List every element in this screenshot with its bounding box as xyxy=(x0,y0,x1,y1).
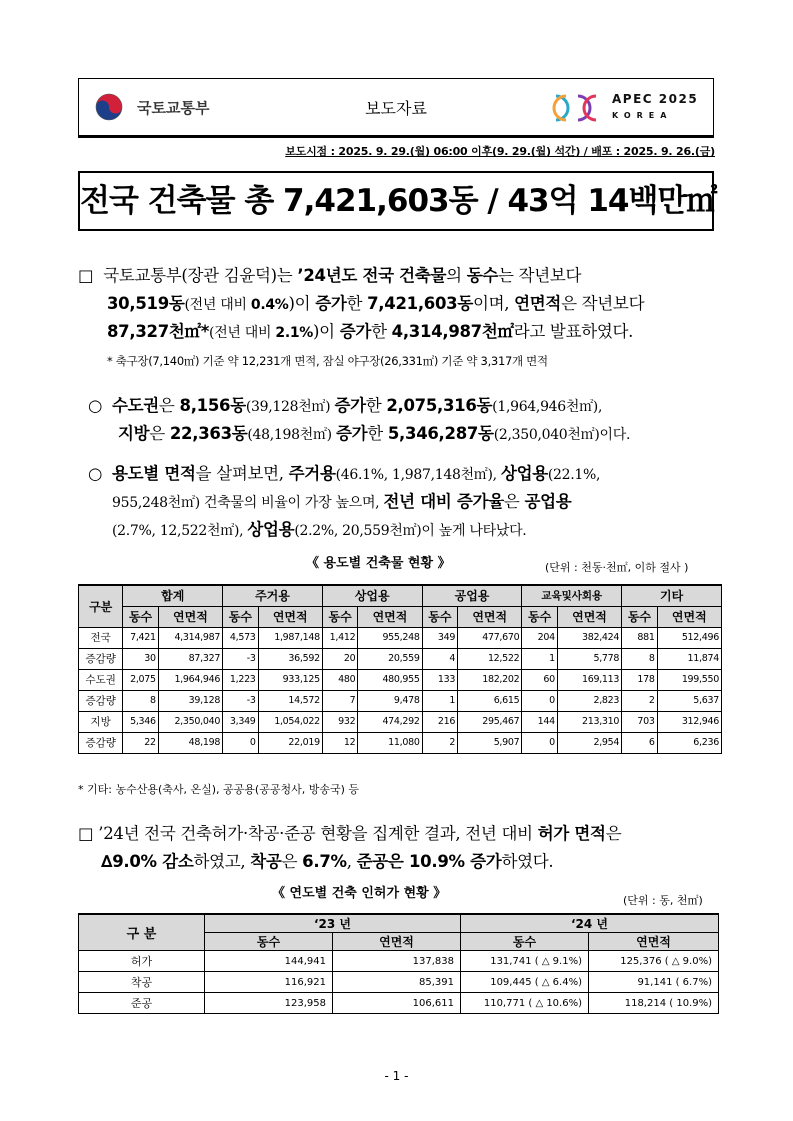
headline-box xyxy=(78,171,717,231)
table-cell: 4,573 xyxy=(223,627,258,648)
table-cell: 85,391 xyxy=(333,972,461,993)
lead-line-1: □ 국토교통부(장관 김윤덕)는 ’24년도 전국 건축물의 동수는 작년보다 xyxy=(78,266,582,285)
table-cell: 36,592 xyxy=(258,648,322,669)
table-cell: 4 xyxy=(422,648,457,669)
table-cell: 169,113 xyxy=(557,669,621,690)
point1-line-2: 지방은 22,363동(48,198천㎡) 증가한 5,346,287동(2,350,040천㎡)이다. xyxy=(118,424,631,443)
table1-subheader: 연면적 xyxy=(358,606,422,627)
row-label: 허가 xyxy=(79,951,205,972)
table-row xyxy=(79,669,722,690)
table2-subheader: 연면적 xyxy=(589,933,719,951)
table1-subheader: 동수 xyxy=(622,606,657,627)
row-label: 증감량 xyxy=(79,690,123,711)
point2-line-3: (2.7%, 12,522천㎡), 상업용(2.2%, 20,559천㎡)이 높게 나타났다. xyxy=(112,520,527,539)
permit-table xyxy=(78,913,719,1014)
table1-unit: (단위 : 천동·천㎡, 이하 절사 ) xyxy=(545,561,689,574)
table-cell: 144 xyxy=(522,711,557,732)
table-cell: 20,559 xyxy=(358,648,422,669)
table2-unit: (단위 : 동, 천㎡) xyxy=(623,894,703,907)
table-cell: 2,954 xyxy=(557,732,621,753)
table-cell: 199,550 xyxy=(657,669,721,690)
row-label: 착공 xyxy=(79,972,205,993)
table-cell: 5,778 xyxy=(557,648,621,669)
table1-group-header: 상업용 xyxy=(322,585,422,606)
table-cell: 2 xyxy=(422,732,457,753)
table-cell: 881 xyxy=(622,627,657,648)
table2-year-header: ‘23 년 xyxy=(205,914,461,933)
page-number: - 1 - xyxy=(384,1069,409,1083)
row-label: 수도권 xyxy=(79,669,123,690)
table-cell: 204 xyxy=(522,627,557,648)
table-cell: 5,907 xyxy=(458,732,522,753)
table-cell: 1,054,022 xyxy=(258,711,322,732)
table-cell: 932 xyxy=(322,711,357,732)
table-cell: -3 xyxy=(223,648,258,669)
table-cell: 60 xyxy=(522,669,557,690)
row-label: 지방 xyxy=(79,711,123,732)
table-row xyxy=(79,648,722,669)
table-cell: 116,921 xyxy=(205,972,333,993)
embargo-line: 보도시점 : 2025. 9. 29.(월) 06:00 이후(9. 29.(월) 석간) / 배포 : 2025. 9. 26.(금) xyxy=(285,145,715,158)
bullet-circle: ○ xyxy=(88,396,103,415)
ministry-name: 국토교통부 xyxy=(137,99,210,117)
table-cell: 2,823 xyxy=(557,690,621,711)
table-cell: 0 xyxy=(522,732,557,753)
table-cell: 512,496 xyxy=(657,627,721,648)
lead2-line-2: ∆9.0% 감소하였고, 착공은 6.7%, 준공은 10.9% 증가하였다. xyxy=(101,852,554,871)
table-cell: 480 xyxy=(322,669,357,690)
table-cell: 2 xyxy=(622,690,657,711)
apec-logo-subtext: KOREA xyxy=(612,111,673,120)
table-cell: 1,964,946 xyxy=(158,669,222,690)
table-cell: 22,019 xyxy=(258,732,322,753)
table-cell: 1 xyxy=(522,648,557,669)
table-cell: 123,958 xyxy=(205,993,333,1014)
table-cell: 144,941 xyxy=(205,951,333,972)
table-cell: 477,670 xyxy=(458,627,522,648)
table1-subheader: 연면적 xyxy=(458,606,522,627)
table-cell: 2,075 xyxy=(123,669,158,690)
table-cell: 12 xyxy=(322,732,357,753)
table-cell: 20 xyxy=(322,648,357,669)
table-cell: 8 xyxy=(622,648,657,669)
table-cell: 8 xyxy=(123,690,158,711)
point2-line-1: ○ 용도별 면적을 살펴보면, 주거용(46.1%, 1,987,148천㎡), 상업용(22.1%, xyxy=(88,464,601,483)
press-header xyxy=(78,78,714,138)
table1-subheader: 동수 xyxy=(223,606,258,627)
lead-line-2: 30,519동(전년 대비 0.4%)이 증가한 7,421,603동이며, 연면적은 작년보다 xyxy=(107,294,645,313)
table1-group-header: 공업용 xyxy=(422,585,522,606)
table-cell: 295,467 xyxy=(458,711,522,732)
bullet-square: □ xyxy=(78,824,94,843)
row-label: 증감량 xyxy=(79,732,123,753)
table-row xyxy=(79,732,722,753)
table-cell: 39,128 xyxy=(158,690,222,711)
table1-footnote: * 기타: 농수산용(축사, 온실), 공공용(공공청사, 방송국) 등 xyxy=(78,783,359,796)
table-row xyxy=(79,993,719,1014)
table-row xyxy=(79,690,722,711)
table-cell: 933,125 xyxy=(258,669,322,690)
table-cell: 312,946 xyxy=(657,711,721,732)
table-cell: 1,412 xyxy=(322,627,357,648)
table2-year-header: ‘24 년 xyxy=(461,914,719,933)
lead-line-3: 87,327천㎡*(전년 대비 2.1%)이 증가한 4,314,987천㎡라고 발표하였다. xyxy=(107,322,634,341)
doc-type-label: 보도자료 xyxy=(365,99,427,118)
table-row xyxy=(79,951,719,972)
table1-subheader: 동수 xyxy=(322,606,357,627)
table-cell: 1 xyxy=(422,690,457,711)
table-cell: 91,141 ( 6.7%) xyxy=(589,972,719,993)
table-cell: 955,248 xyxy=(358,627,422,648)
table-cell: 7 xyxy=(322,690,357,711)
table-cell: 14,572 xyxy=(258,690,322,711)
row-label: 전국 xyxy=(79,627,123,648)
table-cell: 5,346 xyxy=(123,711,158,732)
table-cell: 11,080 xyxy=(358,732,422,753)
table-cell: 48,198 xyxy=(158,732,222,753)
table-cell: -3 xyxy=(223,690,258,711)
apec-logo-icon xyxy=(552,91,604,125)
table-cell: 110,771 ( △ 10.6%) xyxy=(461,993,589,1014)
table-cell: 131,741 ( △ 9.1%) xyxy=(461,951,589,972)
table-cell: 1,223 xyxy=(223,669,258,690)
row-label: 증감량 xyxy=(79,648,123,669)
lead-note: * 축구장(7,140㎡) 기준 약 12,231개 면적, 잠실 야구장(26,331㎡) 기준 약 3,317개 면적 xyxy=(107,354,548,368)
usage-table xyxy=(78,584,722,754)
table-cell: 137,838 xyxy=(333,951,461,972)
table1-subheader: 동수 xyxy=(123,606,158,627)
point2-line-2: 955,248천㎡) 건축물의 비율이 가장 높으며, 전년 대비 증가율은 공업용 xyxy=(112,492,572,511)
table-cell: 118,214 ( 10.9%) xyxy=(589,993,719,1014)
table-cell: 6,615 xyxy=(458,690,522,711)
table-cell: 3,349 xyxy=(223,711,258,732)
table1-group-header: 기타 xyxy=(622,585,722,606)
table-cell: 87,327 xyxy=(158,648,222,669)
bullet-square: □ xyxy=(78,266,94,285)
table-cell: 133 xyxy=(422,669,457,690)
table-cell: 1,987,148 xyxy=(258,627,322,648)
table-cell: 178 xyxy=(622,669,657,690)
table-cell: 106,611 xyxy=(333,993,461,1014)
apec-logo-text: APEC 2025 xyxy=(612,92,699,106)
table-cell: 182,202 xyxy=(458,669,522,690)
table-cell: 0 xyxy=(522,690,557,711)
row-label: 준공 xyxy=(79,993,205,1014)
table-cell: 12,522 xyxy=(458,648,522,669)
lead2-line-1: □ ’24년 전국 건축허가·착공·준공 현황을 집계한 결과, 전년 대비 허가 면적은 xyxy=(78,824,622,843)
table-cell: 109,445 ( △ 6.4%) xyxy=(461,972,589,993)
table-cell: 474,292 xyxy=(358,711,422,732)
table-cell: 2,350,040 xyxy=(158,711,222,732)
table-cell: 349 xyxy=(422,627,457,648)
table-cell: 5,637 xyxy=(657,690,721,711)
table1-subheader: 연면적 xyxy=(158,606,222,627)
table-cell: 22 xyxy=(123,732,158,753)
table-cell: 4,314,987 xyxy=(158,627,222,648)
table1-group-header: 교육및사회용 xyxy=(522,585,622,606)
table1-subheader: 연면적 xyxy=(258,606,322,627)
table-cell: 9,478 xyxy=(358,690,422,711)
table-cell: 7,421 xyxy=(123,627,158,648)
table-row xyxy=(79,711,722,732)
table2-corner: 구 분 xyxy=(79,914,205,951)
table-cell: 480,955 xyxy=(358,669,422,690)
table2-subheader: 동수 xyxy=(205,933,333,951)
table-cell: 0 xyxy=(223,732,258,753)
bullet-circle: ○ xyxy=(88,464,103,483)
table-cell: 216 xyxy=(422,711,457,732)
table1-group-header: 주거용 xyxy=(223,585,323,606)
table2-subheader: 연면적 xyxy=(333,933,461,951)
table-cell: 6 xyxy=(622,732,657,753)
table1-corner: 구분 xyxy=(79,585,123,627)
table1-subheader: 동수 xyxy=(522,606,557,627)
table1-group-header: 합계 xyxy=(123,585,223,606)
point1-line-1: ○ 수도권은 8,156동(39,128천㎡) 증가한 2,075,316동(1,964,946천㎡), xyxy=(88,396,603,415)
table-cell: 6,236 xyxy=(657,732,721,753)
headline: 전국 건축물 총 7,421,603동 / 43억 14백만㎡ xyxy=(80,183,717,219)
table-row xyxy=(79,972,719,993)
table2-subheader: 동수 xyxy=(461,933,589,951)
table1-subheader: 연면적 xyxy=(657,606,721,627)
table-cell: 382,424 xyxy=(557,627,621,648)
table-cell: 30 xyxy=(123,648,158,669)
table1-subheader: 연면적 xyxy=(557,606,621,627)
table-cell: 125,376 ( △ 9.0%) xyxy=(589,951,719,972)
table-cell: 11,874 xyxy=(657,648,721,669)
table-cell: 213,310 xyxy=(557,711,621,732)
table2-caption: 《 연도별 건축 인허가 현황 》 xyxy=(272,886,447,901)
table-cell: 703 xyxy=(622,711,657,732)
table1-subheader: 동수 xyxy=(422,606,457,627)
table1-caption: 《 용도별 건축물 현황 》 xyxy=(306,556,451,571)
table-row xyxy=(79,627,722,648)
